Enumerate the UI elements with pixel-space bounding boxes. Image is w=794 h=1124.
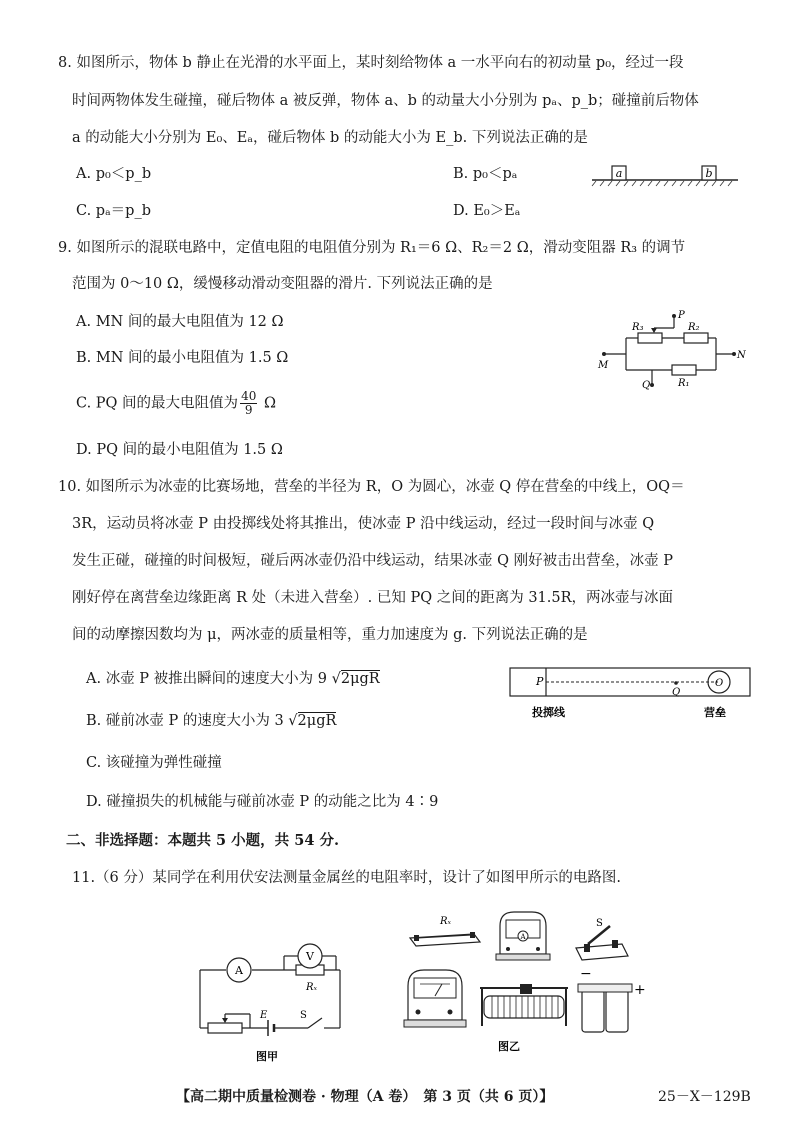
q11-line-1: 11.（6 分）某同学在利用伏安法测量金属丝的电阻率时，设计了如图甲所示的电路图. [72, 870, 622, 886]
switch-device [576, 918, 628, 960]
q9-option-c-fraction [240, 390, 257, 417]
q10-option-b: B. 碰前冰壶 P 的速度大小为 3 √2μgR [86, 713, 337, 729]
q9-line-1: 9. 如图所示的混联电路中，定值电阻的电阻值分别为 R₁＝6 Ω、R₂＝2 Ω，滑动变阻器 R₃ 的调节 [58, 240, 686, 256]
q10-option-a: A. 冰壶 P 被推出瞬间的速度大小为 9 √2μgR [86, 671, 380, 687]
rheostat-device [480, 984, 568, 1053]
terminal-m-label: M [598, 360, 609, 371]
house-label: 营垒 [704, 706, 726, 719]
page-footer-title: 【高二期中质量检测卷 · 物理（A 卷） 第 3 页（共 6 页）】 [176, 1089, 554, 1105]
q10-option-c: C. 该碰撞为弹性碰撞 [86, 755, 222, 771]
block-b-label: b [705, 167, 713, 180]
q8-option-d: D. E₀＞Eₐ [453, 203, 521, 219]
figure-yi-apparatus [400, 904, 660, 1070]
rx-label: Rₓ [306, 982, 318, 993]
throw-line-label: 投掷线 [532, 706, 565, 719]
q10-line-3: 发生正碰，碰撞的时间极短，碰后两冰壶仍沿中线运动，结果冰壶 Q 刚好被击出营垒，冰壶 P [72, 553, 673, 569]
stone-q-label: Q [672, 687, 681, 698]
q9-option-c-text: C. PQ 间的最大电阻值为 [76, 395, 239, 412]
svg-text:A: A [520, 933, 526, 941]
battery-e-label: E [260, 1010, 268, 1021]
rx-board-label: Rₓ [440, 916, 452, 927]
switch-s-label: S [300, 1010, 307, 1021]
page-footer-code: 25－X－129B [658, 1089, 751, 1105]
section-2-heading: 二、非选择题：本题共 5 小题，共 54 分. [66, 832, 340, 849]
ammeter-label: A [235, 964, 243, 977]
q9-line-2: 范围为 0～10 Ω，缓慢移动滑动变阻器的滑片. 下列说法正确的是 [72, 276, 493, 292]
q9-option-b: B. MN 间的最小电阻值为 1.5 Ω [76, 350, 289, 366]
battery-minus-label: − [580, 966, 592, 982]
fraction-numerator: 40 [241, 389, 257, 403]
q10-option-d: D. 碰撞损失的机械能与碰前冰壶 P 的动能之比为 4∶9 [86, 794, 439, 810]
q10-line-5: 间的动摩擦因数均为 μ，两冰壶的质量相等，重力加速度为 g. 下列说法正确的是 [72, 627, 588, 643]
center-o-label: O [715, 678, 724, 689]
q10-line-1: 10. 如图所示为冰壶的比赛场地，营垒的半径为 R，O 为圆心，冰壶 Q 停在营垒的中线上，OQ＝ [58, 479, 685, 495]
terminal-n-label: N [737, 350, 746, 361]
figure-jia-circuit [190, 934, 350, 1064]
rx-board [410, 916, 480, 946]
q10-option-a-radicand: 2μgR [340, 671, 380, 687]
battery-device [578, 966, 646, 1032]
q10-line-4: 刚好停在离营垒边缘距离 R 处（未进入营垒）. 已知 PQ 之间的距离为 31.5R，两冰壶与冰面 [72, 590, 674, 606]
q10-line-2: 3R，运动员将冰壶 P 由投掷线处将其推出，使冰壶 P 沿中线运动，经过一段时间与冰壶 Q [72, 516, 655, 532]
terminal-p-label: P [678, 310, 685, 321]
voltmeter-device [404, 970, 466, 1027]
q9-circuit-figure [592, 308, 748, 394]
voltmeter-label: V [306, 950, 314, 963]
q8-line-3: a 的动能大小分别为 E₀、Eₐ，碰后物体 b 的动能大小为 E_b. 下列说法正确的是 [72, 130, 588, 146]
q9-option-d: D. PQ 间的最小电阻值为 1.5 Ω [76, 442, 283, 458]
ammeter-device [496, 912, 550, 960]
battery-plus-label: + [634, 982, 646, 998]
figure-yi-caption: 图乙 [498, 1040, 520, 1053]
switch-device-label: S [596, 918, 603, 929]
q9-option-a: A. MN 间的最大电阻值为 12 Ω [76, 314, 284, 330]
q8-figure-blocks [590, 158, 740, 188]
q8-line-1: 8. 如图所示，物体 b 静止在光滑的水平面上，某时刻给物体 a 一水平向右的初动量 p₀，经过一段 [58, 55, 684, 71]
figure-jia-caption: 图甲 [256, 1050, 278, 1063]
r2-label: R₂ [688, 322, 700, 333]
fraction-denominator: 9 [244, 403, 253, 417]
block-a-label: a [615, 167, 623, 180]
q10-option-b-text: B. 碰前冰壶 P 的速度大小为 3 [86, 713, 284, 729]
q8-option-a: A. p₀＜p_b [76, 166, 152, 182]
r1-label: R₁ [678, 378, 690, 389]
q9-option-c-unit: Ω [263, 395, 276, 412]
terminal-q-label: Q [642, 380, 651, 391]
q8-option-b: B. p₀＜pₐ [453, 166, 518, 182]
r3-label: R₃ [632, 322, 644, 333]
q9-option-c [76, 390, 276, 417]
q10-option-a-text: A. 冰壶 P 被推出瞬间的速度大小为 9 [86, 671, 327, 687]
q10-option-b-radicand: 2μgR [297, 713, 337, 729]
q10-curling-figure [500, 662, 756, 722]
q8-line-2: 时间两物体发生碰撞，碰后物体 a 被反弹，物体 a、b 的动量大小分别为 pₐ、p_b；碰撞前后物体 [72, 93, 699, 109]
stone-p-label: P [536, 675, 544, 688]
q8-option-c: C. pₐ＝p_b [76, 203, 151, 219]
